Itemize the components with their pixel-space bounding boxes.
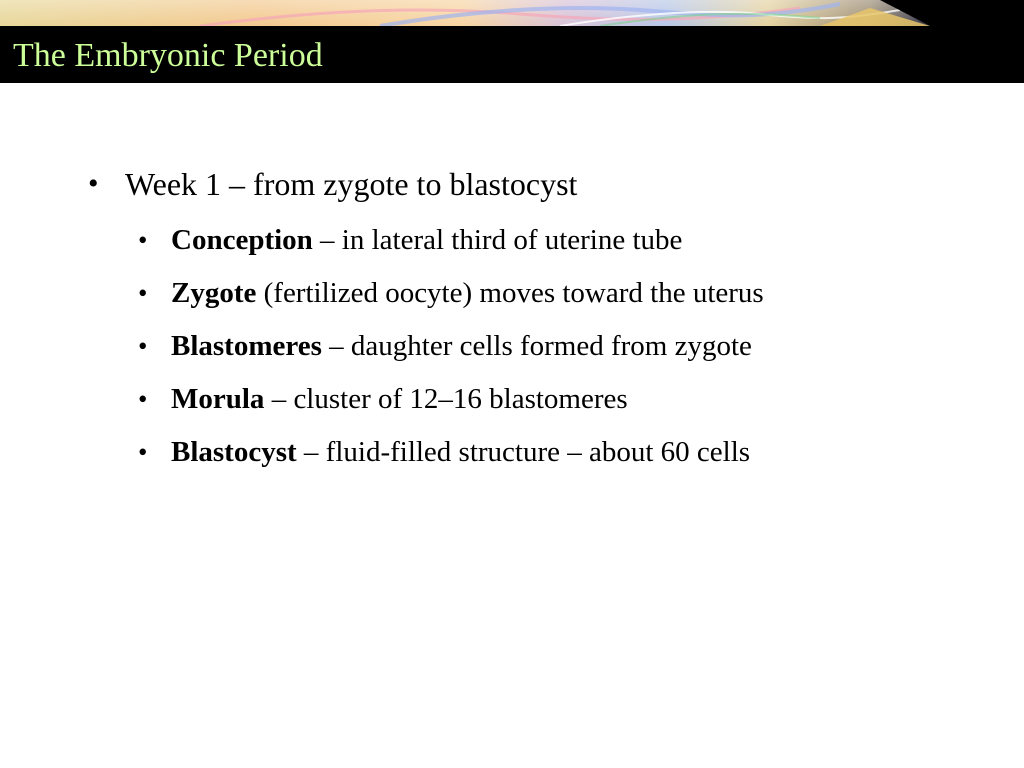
bullet-icon: • — [138, 225, 148, 255]
sub-bullet-text — [171, 275, 764, 311]
term: Blastocyst — [171, 436, 297, 468]
definition: – cluster of 12–16 blastomeres — [264, 383, 628, 415]
definition: (fertilized oocyte) moves toward the uterus — [256, 277, 764, 309]
bullet-icon: • — [138, 278, 148, 308]
sub-bullet-text — [171, 434, 750, 470]
slide-title: The Embryonic Period — [13, 37, 323, 74]
term: Conception — [171, 224, 313, 256]
bullet-icon: • — [88, 167, 99, 200]
sub-bullet-text — [171, 381, 628, 417]
sub-bullet-text — [171, 328, 752, 364]
bullet-icon: • — [138, 331, 148, 361]
term: Morula — [171, 383, 265, 415]
definition: – daughter cells formed from zygote — [321, 330, 752, 362]
term: Zygote — [171, 277, 257, 309]
definition: – in lateral third of uterine tube — [312, 224, 683, 256]
term: Blastomeres — [171, 330, 322, 362]
bullet-text: Week 1 – from zygote to blastocyst — [125, 166, 578, 202]
definition: – fluid-filled structure – about 60 cells — [296, 436, 751, 468]
bullet-icon: • — [138, 437, 148, 467]
bullet-icon: • — [138, 384, 148, 414]
sub-bullet-text — [171, 222, 682, 258]
